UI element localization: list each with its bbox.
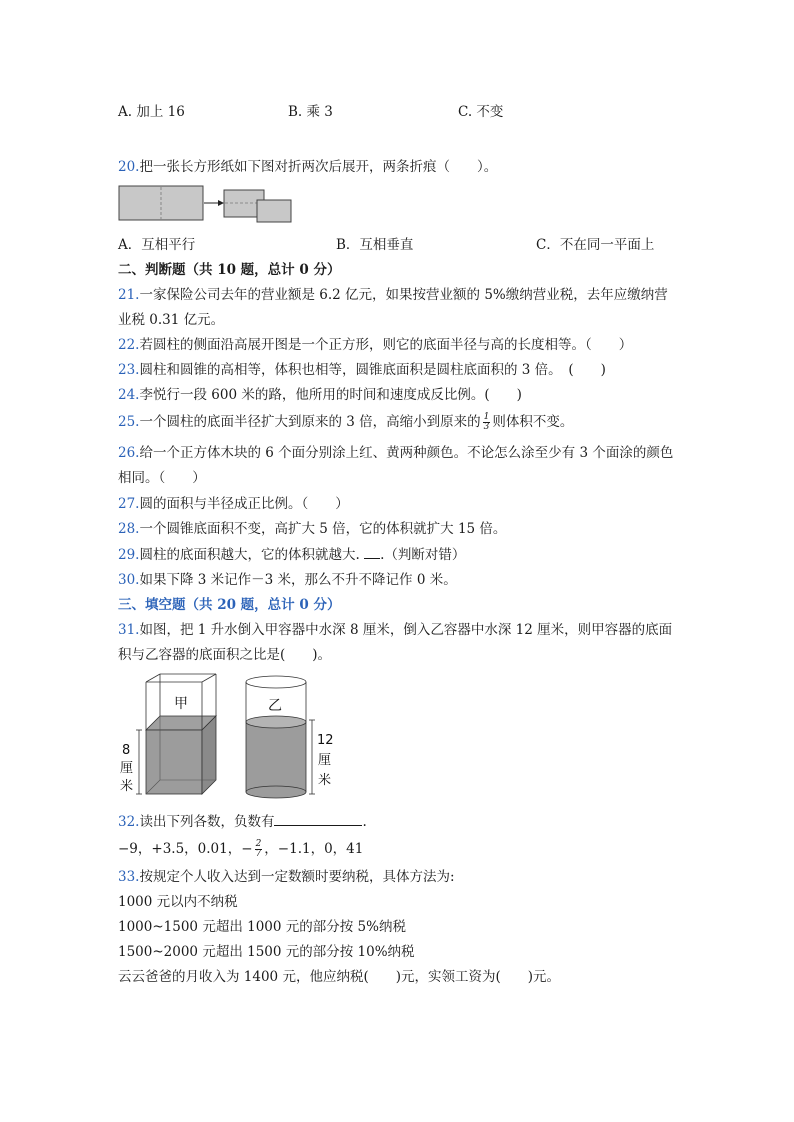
question-32 [118,813,367,831]
dim-right-value: 12 [317,733,334,748]
question-number: 24. [118,387,140,403]
question-text: 如果下降 3 米记作－3 米，那么不升不降记作 0 米。 [139,572,457,588]
label-jia: 甲 [174,696,188,712]
question-number: 32. [118,814,140,830]
answer-blank[interactable] [274,825,362,826]
question-number: 20. [118,159,140,175]
question-text: 给一个正方体木块的 6 个面分别涂上红、黄两种颜色。不论怎么涂至少有 3 个面涂的颜色 [139,445,674,461]
dim-left-value: 8 [122,743,131,758]
question-number: 30. [118,572,140,588]
question-20 [118,158,497,176]
section-2-heading: 二、判断题（共 10 题，总计 0 分） [118,262,341,278]
question-23 [118,361,606,379]
dim-right-unit-1: 厘 [318,753,332,768]
question-21 [118,286,668,304]
question-33 [118,868,455,886]
question-number: 22. [118,337,140,353]
answer-blank[interactable] [364,558,380,559]
question-24 [118,386,522,404]
question-number: 33. [118,869,140,885]
question-text: 李悦行一段 600 米的路，他所用的时间和速度成反比例。( ) [139,387,522,403]
question-text: 把一张长方形纸如下图对折两次后展开，两条折痕（ ）。 [139,159,498,175]
dim-left-unit-1: 厘 [120,761,134,776]
question-text: 按规定个人收入达到一定数额时要纳税，具体方法为: [139,869,455,885]
fraction-two-sevenths: $\frac{2}{7}$ [255,839,262,859]
question-number: 25. [118,414,140,430]
question-number: 31. [118,622,140,638]
question-22 [118,336,632,354]
question-27 [118,495,349,513]
tax-rule-1: 1000 元以内不纳税 [118,894,238,910]
question-28 [118,520,506,538]
question-number: 23. [118,362,140,378]
question-number: 26. [118,445,140,461]
label-yi: 乙 [268,698,282,714]
question-25 [118,413,573,432]
tax-rule-3: 1500~2000 元超出 1500 元的部分按 10%纳税 [118,944,415,960]
question-text: 读出下列各数，负数有 [139,814,275,830]
small-folded-paper [255,196,295,226]
question-29 [118,546,465,564]
question-26 [118,444,673,462]
q32-number-list [118,840,363,859]
question-31 [118,621,672,639]
question-text: 若圆柱的侧面沿高展开图是一个正方形，则它的底面半径与高的长度相等。（ ） [139,337,633,353]
q33-question: 云云爸爸的月收入为 1400 元，他应纳税( )元，实领工资为( )元。 [118,969,561,985]
dim-left-unit-2: 米 [120,779,134,794]
question-31-cont: 积与乙容器的底面积之比是( )。 [118,647,332,663]
dim-right-unit-2: 米 [318,773,332,788]
q20-option-c: C．不在同一平面上 [536,237,655,253]
question-text-tail: 则体积不变。 [492,414,574,430]
q19-option-b: B. 乘 3 [288,104,333,120]
question-number: 29. [118,547,140,563]
tax-rule-2: 1000~1500 元超出 1000 元的部分按 5%纳税 [118,919,406,935]
question-text: 一家保险公司去年的营业额是 6.2 亿元，如果按营业额的 5%缴纳营业税，去年应缴纳营 [139,287,668,303]
question-text: 圆的面积与半径成正比例。（ ） [139,496,349,512]
q19-option-a: A. 加上 16 [118,104,185,120]
question-number: 21. [118,287,140,303]
question-21-cont: 业税 0.31 亿元。 [118,312,225,328]
question-text: 圆柱的底面积越大，它的体积就越大. [139,547,360,563]
question-number: 27. [118,496,140,512]
q20-option-b: B．互相垂直 [336,237,414,253]
question-number: 28. [118,521,140,537]
containers-diagram [116,672,346,802]
question-text: 圆柱和圆锥的高相等，体积也相等，圆锥底面积是圆柱底面积的 3 倍。 ( ) [139,362,606,378]
q20-option-a: A．互相平行 [118,237,196,253]
number-list-b: ，−1.1，0，41 [264,841,364,857]
question-30 [118,571,457,589]
question-26-cont: 相同。（ ） [118,470,206,486]
question-text: 一个圆锥底面积不变，高扩大 5 倍，它的体积就扩大 15 倍。 [139,521,507,537]
fraction-one-third: $\frac{1}{3}$ [483,412,490,432]
question-text-tail: . [362,814,367,830]
question-text-tail: .（判断对错） [380,547,466,563]
number-list-a: −9，+3.5，0.01，− [118,841,253,857]
question-text: 如图，把 1 升水倒入甲容器中水深 8 厘米，倒入乙容器中水深 12 厘米，则甲容器的底面 [139,622,673,638]
q19-option-c: C. 不变 [458,104,504,120]
section-3-heading: 三、填空题（共 20 题，总计 0 分） [118,597,341,613]
question-text: 一个圆柱的底面半径扩大到原来的 3 倍，高缩小到原来的 [139,414,481,430]
